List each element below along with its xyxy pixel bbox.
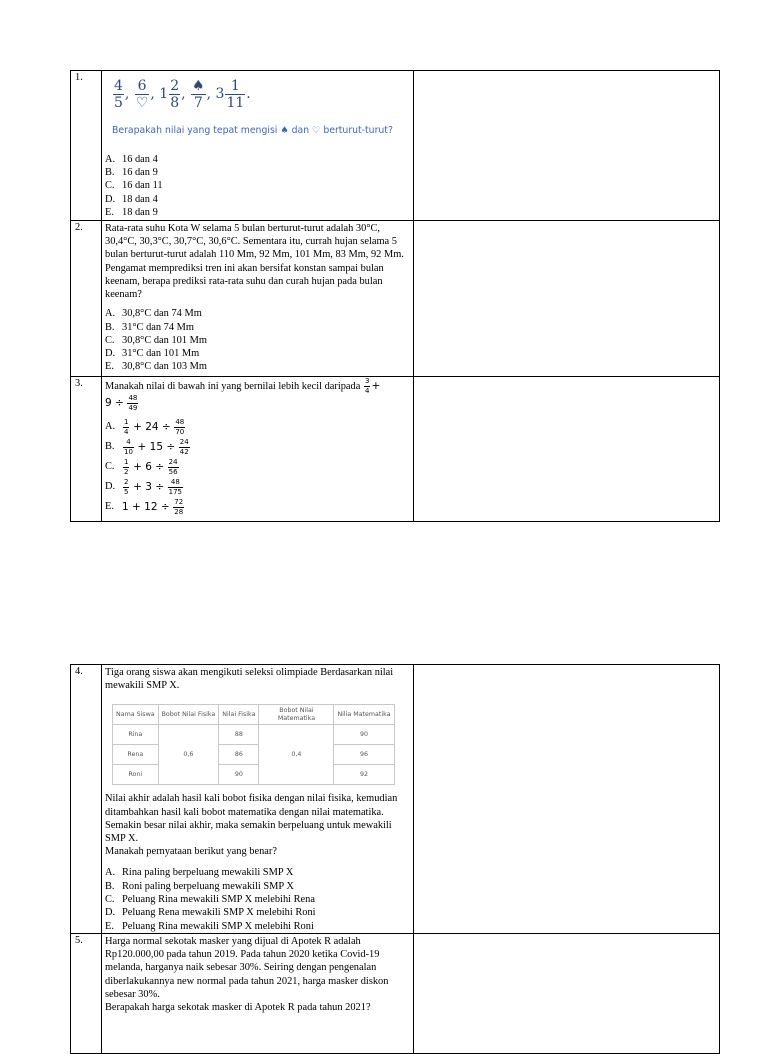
option-fraction: $\frac{72}{28}$ <box>174 498 184 517</box>
nilai-matematika: 96 <box>334 745 394 765</box>
option-fraction: $\frac{4}{10}$ <box>124 438 133 457</box>
option-c[interactable]: C. 16 dan 11 <box>105 180 163 192</box>
option-a[interactable]: A. Rina paling berpeluang mewakili SMP X <box>105 867 294 879</box>
option-fraction: $\frac{48}{70}$ <box>175 418 185 437</box>
option-e[interactable]: E. 1 + 12 ÷ $\frac{72}{28}$ <box>105 498 184 517</box>
table-row <box>113 745 395 765</box>
answer-cell[interactable] <box>414 665 720 934</box>
question-content <box>102 933 414 1053</box>
number-sequence: $\frac{4}{5}$ , $\frac{6}{♡}$ , 1 $\frac{2}{8}$ , $\frac{♠}{7}$ , 3 $\frac{1}{11}$ . <box>114 77 251 111</box>
option-b[interactable]: B. 31°C dan 74 Mm <box>105 321 194 333</box>
sequence-fraction: $\frac{♠}{7}$ <box>192 77 205 111</box>
question-text: Rata-rata suhu Kota W selama 5 bulan berturut-turut adalah 30°C, 30,4°C, 30,3°C, 30,7°C, 30,6°C. Sementara itu, currah hujan selama 5 bulan berturut-turut adalah 110 Mm, 92 Mm, 101 Mm, 83 Mm, 92 Mm. Pengamat memprediksi tren ini akan bersifat konstan sampai bulan keenam, berapa prediksi rata-rata suhu dan curah hujan pada bulan keenam? <box>105 223 404 301</box>
option-fraction: $\frac{1}{2}$ <box>124 458 129 477</box>
header-bobot-fisika: Bobot Nilai Fisika <box>158 705 219 725</box>
question-row-2 <box>71 221 720 377</box>
answer-cell[interactable] <box>414 377 720 522</box>
question-text: Manakah pernyataan berikut yang benar? <box>105 846 277 858</box>
option-a[interactable]: A. 16 dan 4 <box>105 153 158 165</box>
student-name: Roni <box>113 765 159 785</box>
question-text: Berapakah harga sekotak masker di Apotek R pada tahun 2021? <box>105 1001 371 1013</box>
sequence-whole: 3 <box>215 86 225 102</box>
reference-fraction: $\frac{48}{49}$ <box>128 394 138 413</box>
option-e[interactable]: E. 18 dan 9 <box>105 206 158 218</box>
sequence-whole: 1 <box>159 86 169 102</box>
header-nama: Nama Siswa <box>113 705 159 725</box>
bobot-fisika: 0,6 <box>158 725 219 785</box>
option-b[interactable]: B. 16 dan 9 <box>105 167 158 179</box>
option-a[interactable]: A. $\frac{1}{4}$ + 24 ÷ $\frac{48}{70}$ <box>105 418 185 437</box>
option-c[interactable]: C. $\frac{1}{2}$ + 6 ÷ $\frac{24}{56}$ <box>105 458 178 477</box>
question-text: Tiga orang siswa akan mengikuti seleksi olimpiade Berdasarkan nilai mewakili SMP X. <box>105 667 394 692</box>
student-name: Rena <box>113 745 159 765</box>
grade-table <box>112 704 395 785</box>
question-text: Nilai akhir adalah hasil kali bobot fisika dengan nilai fisika, kemudian ditambahkan hasil kali bobot matematika dengan nilai matematika. Semakin besar nilai akhir, maka semakin berpeluang untuk mewakili SMP X. <box>105 793 398 845</box>
header-nilai-fisika: Nilai Fisika <box>219 705 259 725</box>
option-d[interactable]: D. 18 dan 4 <box>105 193 158 205</box>
option-fraction: $\frac{2}{5}$ <box>124 478 129 497</box>
option-a[interactable]: A. 30,8°C dan 74 Mm <box>105 308 202 320</box>
question-row-5 <box>71 933 720 1053</box>
nilai-fisika: 86 <box>219 745 259 765</box>
option-d[interactable]: D. Peluang Rena mewakili SMP X melebihi Roni <box>105 907 316 919</box>
question-content <box>102 221 414 377</box>
answer-options <box>105 153 410 219</box>
table-row <box>113 725 395 745</box>
answer-cell[interactable] <box>414 71 720 221</box>
question-content <box>102 71 414 221</box>
question-table-1 <box>70 70 720 522</box>
question-number: 4. <box>71 665 102 934</box>
sequence-fraction: $\frac{4}{5}$ <box>114 77 123 111</box>
option-b[interactable]: B. Roni paling berpeluang mewakili SMP X <box>105 880 294 892</box>
option-d[interactable]: D. 31°C dan 101 Mm <box>105 348 200 360</box>
question-row-1 <box>71 71 720 221</box>
sequence-fraction: $\frac{2}{8}$ <box>170 77 180 111</box>
answer-cell[interactable] <box>414 933 720 1053</box>
option-fraction: $\frac{1}{4}$ <box>124 418 129 437</box>
option-e[interactable]: E. Peluang Rina mewakili SMP X melebihi Roni <box>105 920 314 932</box>
header-bobot-matematika: Bobot Nilai Matematika <box>259 705 334 725</box>
option-d[interactable]: D. $\frac{2}{5}$ + 3 ÷ $\frac{48}{175}$ <box>105 478 183 497</box>
question-text: Harga normal sekotak masker yang dijual di Apotek R adalah Rp120.000,00 pada tahun 2019. Pada tahun 2020 ketika Covid-19 melanda, harganya naik sebesar 30%. Seiring dengan pengenalan diberlakukannya new normal pada tahun 2021, harga masker diskon sebesar 30%. <box>105 935 389 1000</box>
option-e[interactable]: E. 30,8°C dan 103 Mm <box>105 361 207 373</box>
question-number: 2. <box>71 221 102 377</box>
bobot-matematika: 0,4 <box>259 725 334 785</box>
nilai-fisika: 88 <box>219 725 259 745</box>
answer-options <box>105 307 410 373</box>
spade-symbol: ♠ <box>192 77 205 94</box>
question-prompt: Berapakah nilai yang tepat mengisi ♠ dan ♡ berturut-turut? <box>112 125 393 136</box>
answer-options <box>105 866 410 932</box>
question-row-3 <box>71 377 720 522</box>
answer-cell[interactable] <box>414 221 720 377</box>
question-content <box>102 665 414 934</box>
nilai-matematika: 90 <box>334 725 394 745</box>
option-c[interactable]: C. Peluang Rina mewakili SMP X melebihi Rena <box>105 894 315 906</box>
question-text: Manakah nilai di bawah ini yang bernilai lebih kecil daripada $\frac{3}{4}$ + 9 ÷ $\frac{48}{49}$ <box>105 377 381 413</box>
option-b[interactable]: B. $\frac{4}{10}$ + 15 ÷ $\frac{24}{42}$ <box>105 438 189 457</box>
question-number: 5. <box>71 933 102 1053</box>
option-fraction: $\frac{24}{56}$ <box>168 458 178 477</box>
header-nilai-matematika: Nilia Matematika <box>334 705 394 725</box>
option-c[interactable]: C. 30,8°C dan 101 Mm <box>105 334 207 346</box>
sequence-fraction: $\frac{1}{11}$ <box>226 77 245 111</box>
nilai-fisika: 90 <box>219 765 259 785</box>
question-number: 1. <box>71 71 102 221</box>
sequence-fraction: $\frac{6}{♡}$ <box>135 77 149 111</box>
option-fraction: $\frac{24}{42}$ <box>179 438 189 457</box>
answer-options <box>105 417 410 517</box>
grade-table-header <box>113 705 395 725</box>
table-row <box>113 765 395 785</box>
reference-fraction: $\frac{3}{4}$ <box>364 377 370 396</box>
question-row-4 <box>71 665 720 934</box>
option-fraction: $\frac{48}{175}$ <box>168 478 183 497</box>
question-content <box>102 377 414 522</box>
question-number: 3. <box>71 377 102 522</box>
nilai-matematika: 92 <box>334 765 394 785</box>
heart-symbol: ♡ <box>135 94 149 111</box>
question-table-2 <box>70 664 720 1054</box>
student-name: Rina <box>113 725 159 745</box>
